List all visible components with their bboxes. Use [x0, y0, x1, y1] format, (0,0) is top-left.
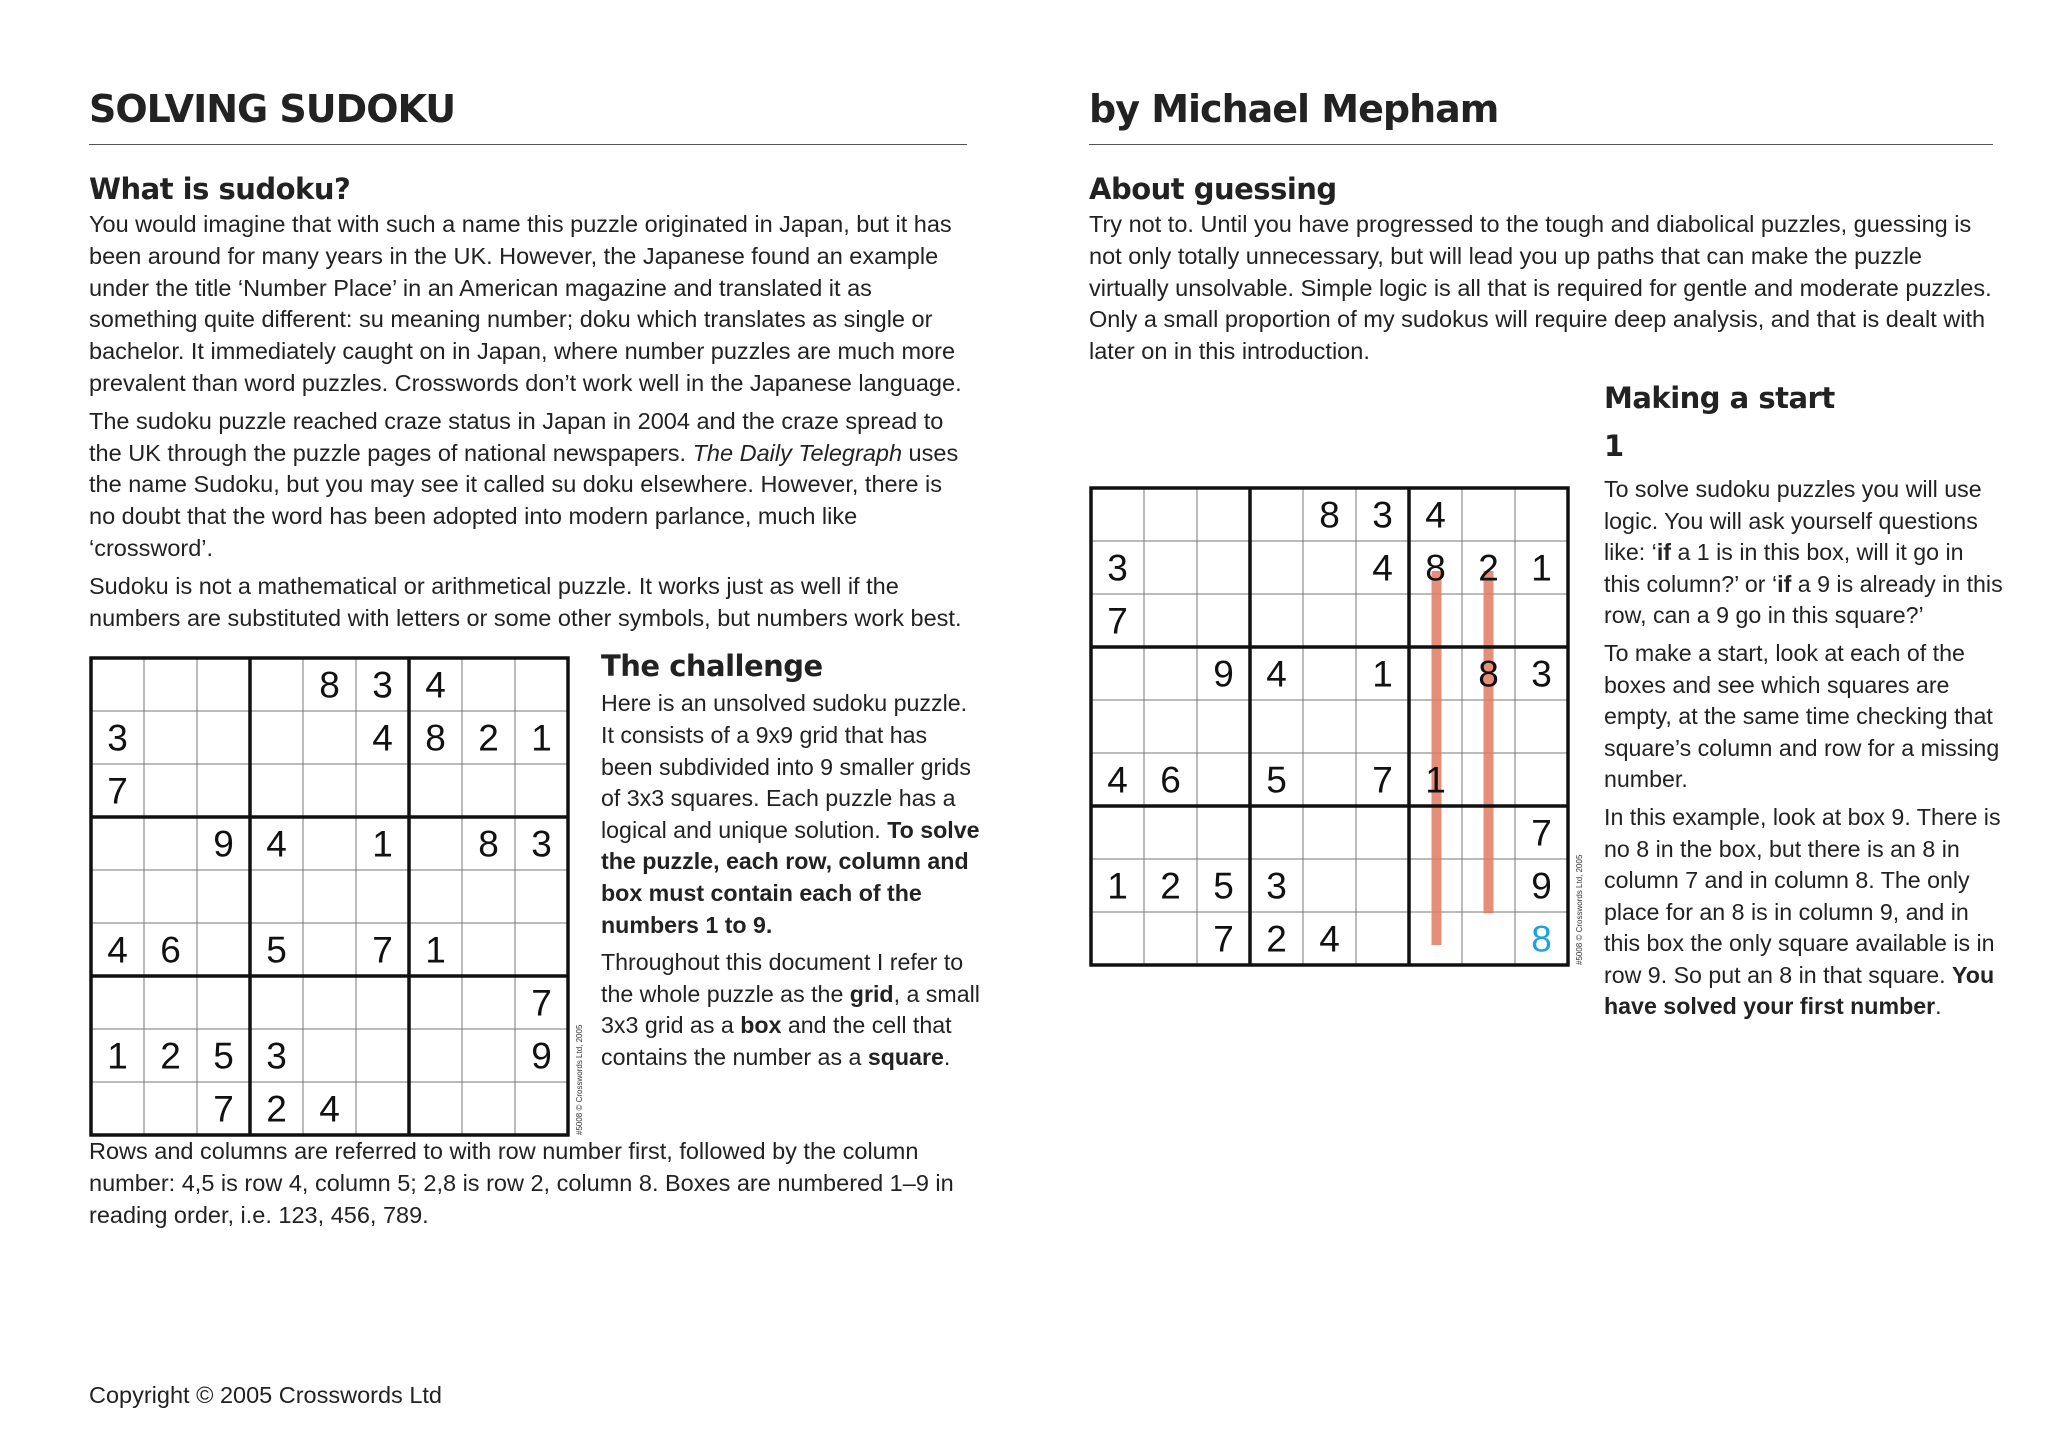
sudoku-grid-unsolved	[89, 656, 584, 1136]
sudoku-digit: 3	[1531, 653, 1552, 695]
column-highlight-bar	[1484, 571, 1494, 913]
text: To solve sudoku puzzles you will use logic. You will ask yourself questions like: ‘	[1604, 475, 1982, 566]
paragraph	[601, 947, 981, 1073]
text: uses the name Sudoku, but you may see it called su doku elsewhere. However, there is no doubt that the word has been adopted into modern parlance, much like ‘crossword’.	[89, 439, 959, 561]
sudoku-digit: 2	[266, 1088, 287, 1130]
sudoku-digit: 4	[319, 1088, 340, 1130]
paragraph: Rows and columns are referred to with row number first, followed by the column number: 4,5 is row 4, column 5; 2,8 is row 2, column 8. Boxes are numbered 1–9 in reading order, i.e. 123, 456, 789.	[89, 1138, 954, 1228]
sudoku-digit: 6	[160, 929, 181, 971]
sudoku-digit: 4	[1107, 759, 1128, 801]
sudoku-digit: 1	[1425, 759, 1446, 801]
sudoku-digit: 2	[1478, 547, 1499, 589]
sudoku-digit: 3	[372, 664, 393, 706]
challenge-area	[89, 649, 980, 1136]
sudoku-grid-example	[1089, 486, 1584, 966]
paragraph: To make a start, look at each of the boxes and see which squares are empty, at the same time checking that square’s column and row for a missing number.	[1604, 639, 2000, 793]
sudoku-digit: 9	[531, 1035, 552, 1077]
keyword-if: if	[1777, 570, 1792, 597]
section-heading: What is sudoku?	[89, 172, 351, 206]
sudoku-digit: 7	[1213, 918, 1234, 960]
sudoku-digit: 3	[531, 823, 552, 865]
section-heading: Making a start	[1604, 380, 1835, 415]
sudoku-digit: 1	[1372, 653, 1393, 695]
sudoku-digit: 4	[266, 823, 287, 865]
newspaper-name: The Daily Telegraph	[692, 439, 903, 466]
sudoku-digit: 3	[266, 1035, 287, 1077]
text: a 9 is already in this row, can a 9 go in this square?’	[1604, 570, 2003, 629]
sudoku-digit: 8	[425, 717, 446, 759]
paragraph: Try not to. Until you have progressed to the tough and diabolical puzzles, guessing is not only totally unnecessary, but will lead you up paths that can make the puzzle virtually unsolvable. Simple logic is all that is required for gentle and moderate puzzles. Only a small proportion of my sudokus will require deep analysis, and that is dealt with later on in this introduction.	[1089, 211, 1992, 365]
sudoku-digit: 5	[266, 929, 287, 971]
sudoku-digit: 1	[425, 929, 446, 971]
section-heading: The challenge	[601, 649, 823, 684]
sudoku-digit: 5	[1266, 759, 1287, 801]
page-title: SOLVING SUDOKU	[89, 87, 456, 131]
sudoku-digit: 7	[213, 1088, 234, 1130]
sudoku-digit: 7	[531, 982, 552, 1024]
sudoku-digit: 8	[478, 823, 499, 865]
paragraph: You would imagine that with such a name this puzzle originated in Japan, but it has been around for many years in the UK. However, the Japanese found an example under the title ‘Number Place’ in an American magazine and translated it as something quite different: su meaning number; doku which translates as single or bachelor. It immediately caught on in Japan, where number puzzles are much more prevalent than word puzzles. Crosswords don’t work well in the Japanese language.	[89, 211, 962, 396]
sudoku-digit: 2	[160, 1035, 181, 1077]
sudoku-digit: 3	[1372, 494, 1393, 536]
title-rule	[1089, 144, 1993, 145]
sudoku-digit: 7	[372, 929, 393, 971]
keyword-if: if	[1656, 539, 1672, 566]
sudoku-digit: 7	[107, 770, 128, 812]
term-grid: grid	[849, 980, 894, 1007]
paragraph	[1604, 802, 2004, 1023]
sudoku-digit: 2	[478, 717, 499, 759]
sudoku-digit: 4	[1319, 918, 1340, 960]
conclusion-text: You have solved your first number	[1604, 961, 1995, 1020]
grid-copyright-caption: #5008 © Crosswords Ltd, 2005	[1575, 854, 1584, 965]
text: .	[943, 1043, 951, 1070]
text: Here is an unsolved sudoku puzzle. It consists of a 9x9 grid that has been subdivided into 9 smaller grids of 3x3 squares. Each puzzle has a logical and unique solution.	[601, 690, 971, 843]
sudoku-digit: 3	[1266, 865, 1287, 907]
sudoku-digit: 1	[107, 1035, 128, 1077]
sudoku-digit: 8	[319, 664, 340, 706]
text: a 1 is in this box, will it go in this column?’ or ‘	[1604, 539, 1964, 597]
right-page	[1089, 84, 2003, 1020]
about-guessing-section	[1089, 169, 1993, 368]
term-box: box	[740, 1012, 782, 1039]
sudoku-digit: 4	[1266, 653, 1287, 695]
sudoku-digit: 4	[1372, 547, 1393, 589]
sudoku-digit: 1	[1107, 865, 1128, 907]
text: Throughout this document I refer to the whole puzzle as the	[601, 949, 964, 1007]
text: The sudoku puzzle reached craze status in Japan in 2004 and the craze spread to the UK through the puzzle pages of national newspapers.	[89, 407, 944, 466]
text: .	[1935, 993, 1942, 1020]
step-number: 1	[1604, 428, 1624, 463]
sudoku-digit: 8	[1478, 653, 1499, 695]
sudoku-digit: 1	[372, 823, 393, 865]
sudoku-digit: 3	[107, 717, 128, 759]
what-is-sudoku-section	[89, 169, 967, 634]
sudoku-digit: 4	[425, 664, 446, 706]
sudoku-digit: 7	[1372, 759, 1393, 801]
sudoku-digit: 5	[1213, 865, 1234, 907]
making-a-start-section	[1604, 378, 2004, 1029]
sudoku-digit: 5	[213, 1035, 234, 1077]
sudoku-digit: 8	[1319, 494, 1340, 536]
sudoku-digit: 2	[1266, 918, 1287, 960]
sudoku-digit: 8	[1425, 547, 1446, 589]
sudoku-digit: 1	[1531, 547, 1552, 589]
paragraph	[89, 406, 967, 565]
copyright-notice: Copyright © 2005 Crosswords Ltd	[89, 1382, 443, 1408]
rule-text: To solve the puzzle, each row, column and box must contain each of the numbers 1 to 9.	[601, 816, 980, 938]
grid-copyright-caption: #5008 © Crosswords Ltd, 2005	[575, 1024, 584, 1136]
author-title: by Michael Mepham	[1089, 87, 1499, 131]
paragraph: Sudoku is not a mathematical or arithmetical puzzle. It works just as well if the numbers are substituted with letters or some other symbols, but numbers work best.	[89, 572, 962, 631]
paragraph	[601, 688, 981, 941]
section-heading: About guessing	[1089, 172, 1337, 206]
term-square: square	[867, 1043, 944, 1070]
sudoku-digit: 7	[1107, 600, 1128, 642]
sudoku-digit: 9	[1213, 653, 1234, 695]
sudoku-digit: 4	[372, 717, 393, 759]
sudoku-digit: 9	[213, 823, 234, 865]
paragraph	[1604, 474, 2004, 632]
sudoku-digit: 9	[1531, 865, 1552, 907]
sudoku-digit: 3	[1107, 547, 1128, 589]
sudoku-digit: 4	[1425, 494, 1446, 536]
text: In this example, look at box 9. There is no 8 in the box, but there is an 8 in column 7 and in column 8. The only place for an 8 is in column 9, and in this box the only square available is in row 9. So put an 8 in that square.	[1604, 803, 2001, 988]
title-rule	[89, 144, 967, 145]
sudoku-digit: 2	[1160, 865, 1181, 907]
sudoku-digit: 7	[1531, 812, 1552, 854]
left-page	[89, 84, 980, 1238]
text: and the cell that contains the number as a	[601, 1012, 952, 1070]
sudoku-digit: 4	[107, 929, 128, 971]
sudoku-digit: 6	[1160, 759, 1181, 801]
challenge-section	[601, 646, 981, 1079]
sudoku-digit: 1	[531, 717, 552, 759]
solved-digit: 8	[1531, 918, 1552, 960]
text: , a small 3x3 grid as a	[601, 980, 980, 1039]
column-highlight-bar	[1432, 571, 1442, 945]
